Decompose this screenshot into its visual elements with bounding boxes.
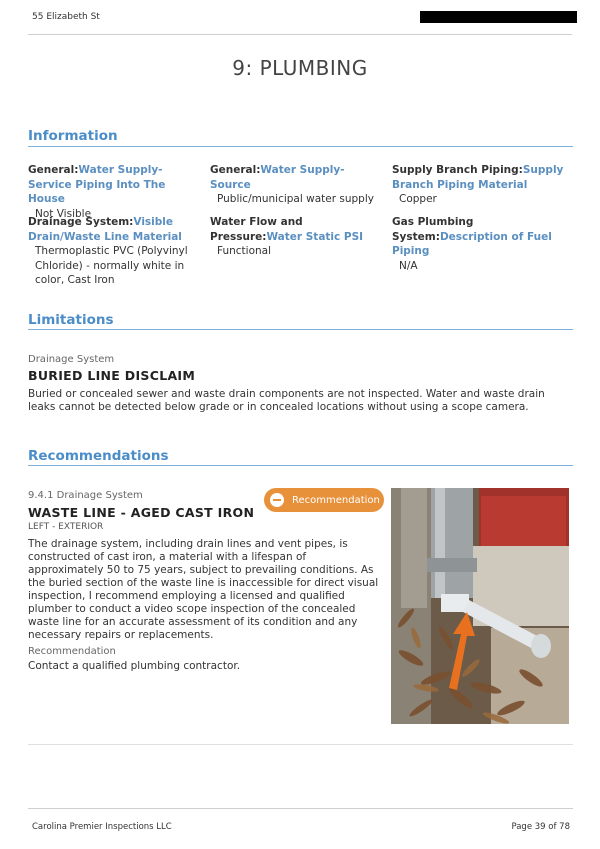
header-address: 55 Elizabeth St — [32, 12, 100, 22]
recommendation-heading: WASTE LINE - AGED CAST IRON — [28, 505, 255, 520]
recommendation-badge — [264, 488, 384, 512]
info-label-detail: Water Static PSI — [266, 230, 364, 243]
info-label: General: — [28, 164, 79, 176]
limitation-category: Drainage System — [28, 354, 115, 365]
footer-page-number: Page 39 of 78 — [511, 822, 570, 832]
info-item-gas-plumbing — [392, 215, 564, 273]
recommendations-divider — [28, 465, 573, 466]
info-value: Not Visible — [35, 207, 92, 220]
info-label-detail: Supply Branch Piping Material — [392, 164, 564, 191]
redacted-bar — [420, 11, 577, 23]
info-label: General: — [210, 164, 261, 176]
info-label-detail: Water Supply- Service Piping Into The House — [28, 164, 166, 205]
info-label-detail: Water Supply- Source — [210, 164, 345, 191]
info-item-service-piping — [28, 163, 200, 221]
info-item-water-source — [210, 163, 382, 207]
info-item-drainage — [28, 215, 200, 288]
info-item-supply-branch — [392, 163, 564, 207]
minus-circle-icon — [270, 493, 284, 507]
info-value: Copper — [399, 193, 437, 205]
info-value: Public/municipal water supply — [217, 193, 374, 205]
info-value: Functional — [217, 245, 272, 257]
limitation-text: Buried or concealed sewer and waste drain components are not inspected. Water and waste drain leaks cannot be detected below grade or in concealed locations without using a scope camera. — [28, 388, 545, 413]
recommendation-text: The drainage system, including drain lines and vent pipes, is constructed of cast iron, a material with a lifespan of approximately 50 to 75 years, subject to prevailing conditions. As the buried section of the waste line is inaccessible for direct visual inspection, I recommend employing a licensed and qualified plumber to conduct a video scope inspection of the concealed waste line for an accurate assessment of its condition and any necessary repairs or replacements. — [28, 538, 379, 641]
content-divider — [28, 744, 573, 745]
limitations-section-title: Limitations — [28, 312, 114, 328]
info-label: Supply Branch Piping: — [392, 164, 523, 176]
limitation-heading: BURIED LINE DISCLAIM — [28, 368, 196, 383]
footer-company: Carolina Premier Inspections LLC — [32, 822, 172, 832]
info-value: N/A — [399, 259, 418, 272]
recommendations-section-title: Recommendations — [28, 448, 169, 464]
information-divider — [28, 146, 573, 147]
header-divider — [28, 34, 572, 35]
page-title: 9: PLUMBING — [232, 56, 368, 80]
info-item-water-pressure — [210, 215, 382, 259]
info-value: Thermoplastic PVC (Polyvinyl Chloride) - normally white in color, Cast Iron — [35, 245, 188, 286]
footer-divider — [28, 808, 573, 809]
info-label-detail: Visible Drain/Waste Line Material — [28, 216, 182, 243]
drain-pipe-photo[interactable] — [391, 488, 569, 724]
info-label: Gas Plumbing System: — [392, 216, 474, 243]
information-section-title: Information — [28, 128, 118, 144]
recommendation-number: 9.4.1 Drainage System — [28, 490, 143, 501]
info-label-detail: Description of Fuel Piping — [392, 230, 552, 257]
info-label: Water Flow and Pressure: — [210, 216, 303, 243]
info-label: Drainage System: — [28, 216, 134, 228]
recommendation-type-label: Recommendation — [28, 646, 116, 657]
limitations-divider — [28, 329, 573, 330]
recommendation-badge-label: Recommendation — [292, 494, 380, 506]
recommendation-contractor: Contact a qualified plumbing contractor. — [28, 660, 241, 672]
recommendation-location: LEFT - EXTERIOR — [28, 522, 104, 532]
